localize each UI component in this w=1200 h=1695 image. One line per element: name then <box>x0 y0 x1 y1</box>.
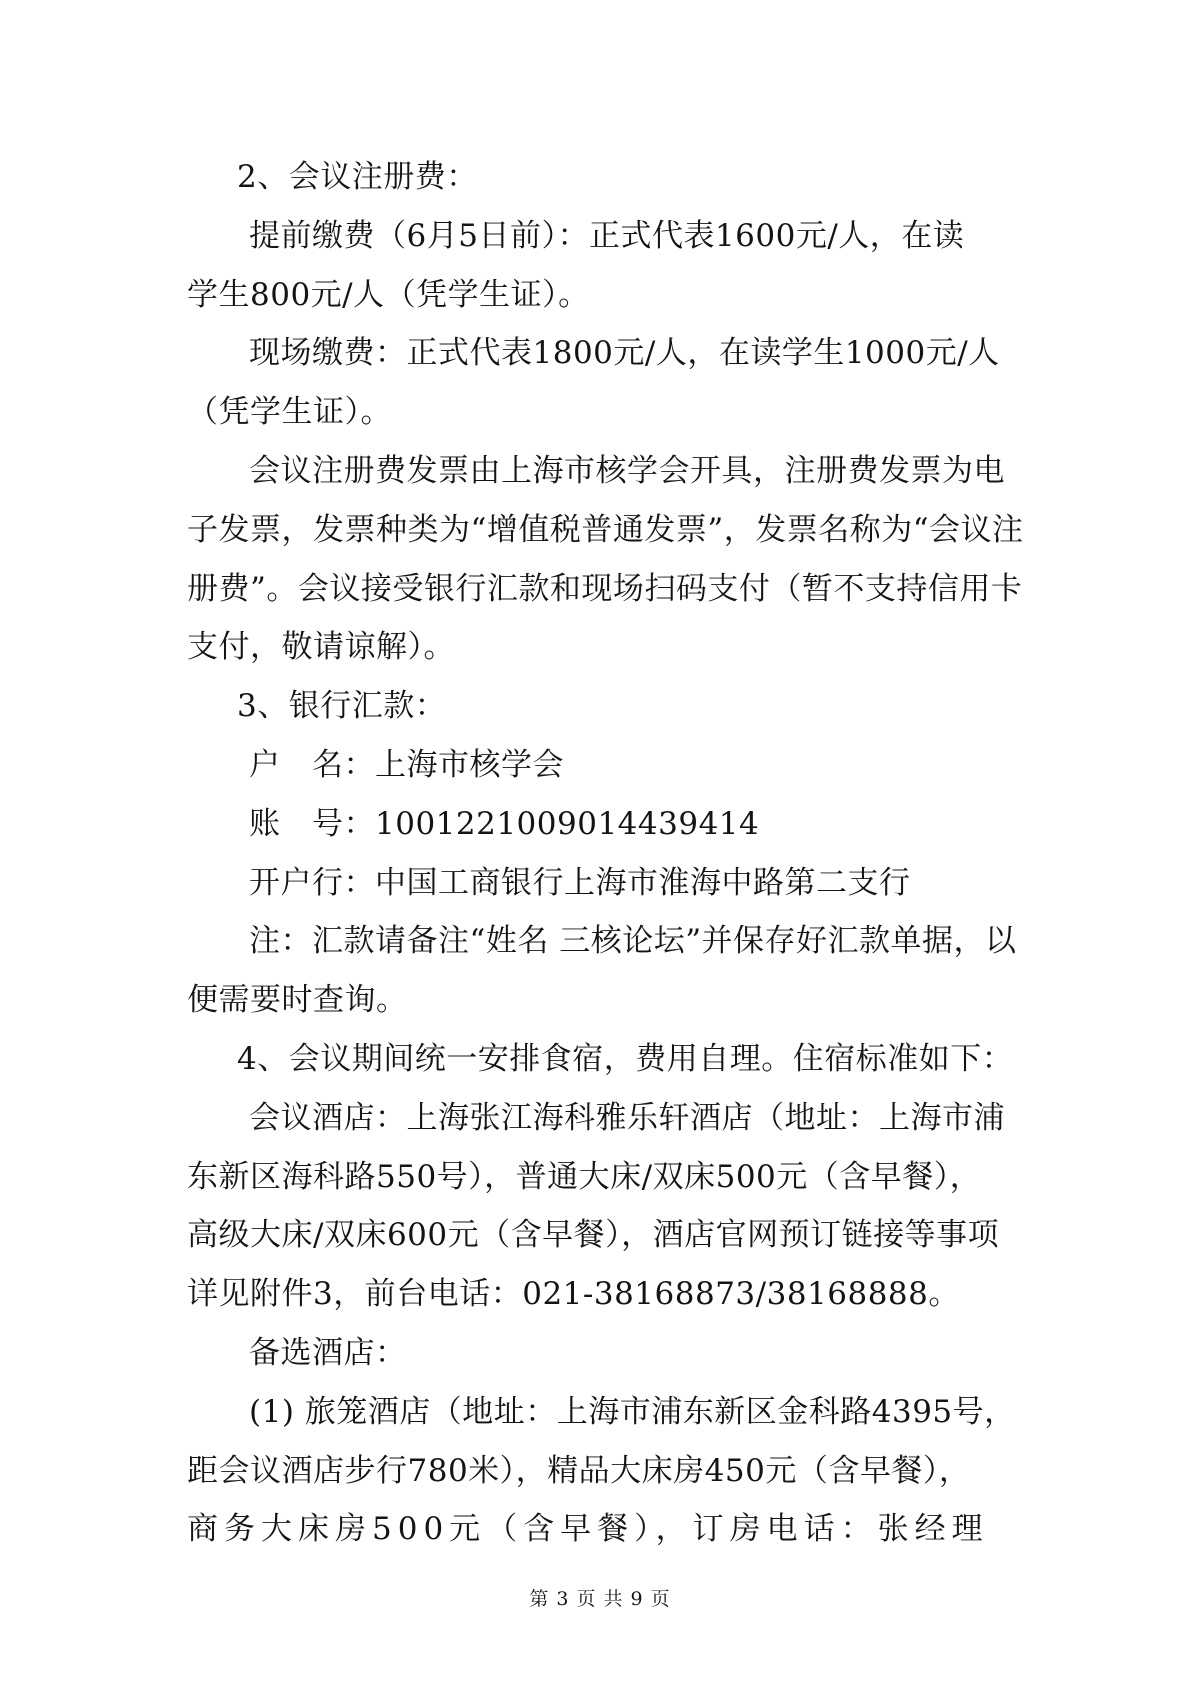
text-line: (1) 旅笼酒店（地址：上海市浦东新区金科路4395号， <box>249 1393 1016 1430</box>
text-line: 商务大床房500元（含早餐），订房电话：张经理 <box>187 1511 989 1548</box>
text-line: 注：汇款请备注“姓名 三核论坛”并保存好汇款单据，以 <box>249 923 1017 960</box>
text-line: 便需要时查询。 <box>187 982 408 1019</box>
text-line: 支付，敬请谅解）。 <box>187 629 455 666</box>
body-text <box>187 148 1025 1559</box>
text-line: 学生800元/人（凭学生证）。 <box>187 276 590 313</box>
text-line: 现场缴费：正式代表1800元/人，在读学生1000元/人 <box>249 335 1000 372</box>
text-line: 东新区海科路550号），普通大床/双床500元（含早餐）， <box>187 1158 982 1195</box>
page-footer: 第 3 页 共 9 页 <box>529 1588 671 1610</box>
text-line: 备选酒店： <box>249 1334 407 1371</box>
text-line: 4、会议期间统一安排食宿，费用自理。住宿标准如下： <box>237 1040 1014 1077</box>
text-line: 册费”。会议接受银行汇款和现场扫码支付（暂不支持信用卡 <box>187 570 1023 607</box>
text-line: 账 号：1001221009014439414 <box>249 805 760 842</box>
text-line: （凭学生证）。 <box>187 394 392 431</box>
text-line: 子发票，发票种类为“增值税普通发票”，发票名称为“会议注 <box>187 511 1024 548</box>
text-line: 户 名：上海市核学会 <box>249 746 564 783</box>
text-line: 会议注册费发票由上海市核学会开具，注册费发票为电 <box>249 452 1005 489</box>
text-line: 提前缴费（6月5日前）：正式代表1600元/人，在读 <box>249 217 965 254</box>
text-line: 开户行：中国工商银行上海市淮海中路第二支行 <box>249 864 911 901</box>
text-line: 3、银行汇款： <box>237 688 447 725</box>
text-line: 会议酒店：上海张江海科雅乐轩酒店（地址：上海市浦 <box>249 1099 1005 1136</box>
text-line: 距会议酒店步行780米），精品大床房450元（含早餐）， <box>187 1452 971 1489</box>
text-line: 高级大床/双床600元（含早餐），酒店官网预订链接等事项 <box>187 1217 1000 1254</box>
text-line: 2、会议注册费： <box>237 159 478 195</box>
text-line: 详见附件3，前台电话：021-38168873/38168888。 <box>187 1276 960 1313</box>
